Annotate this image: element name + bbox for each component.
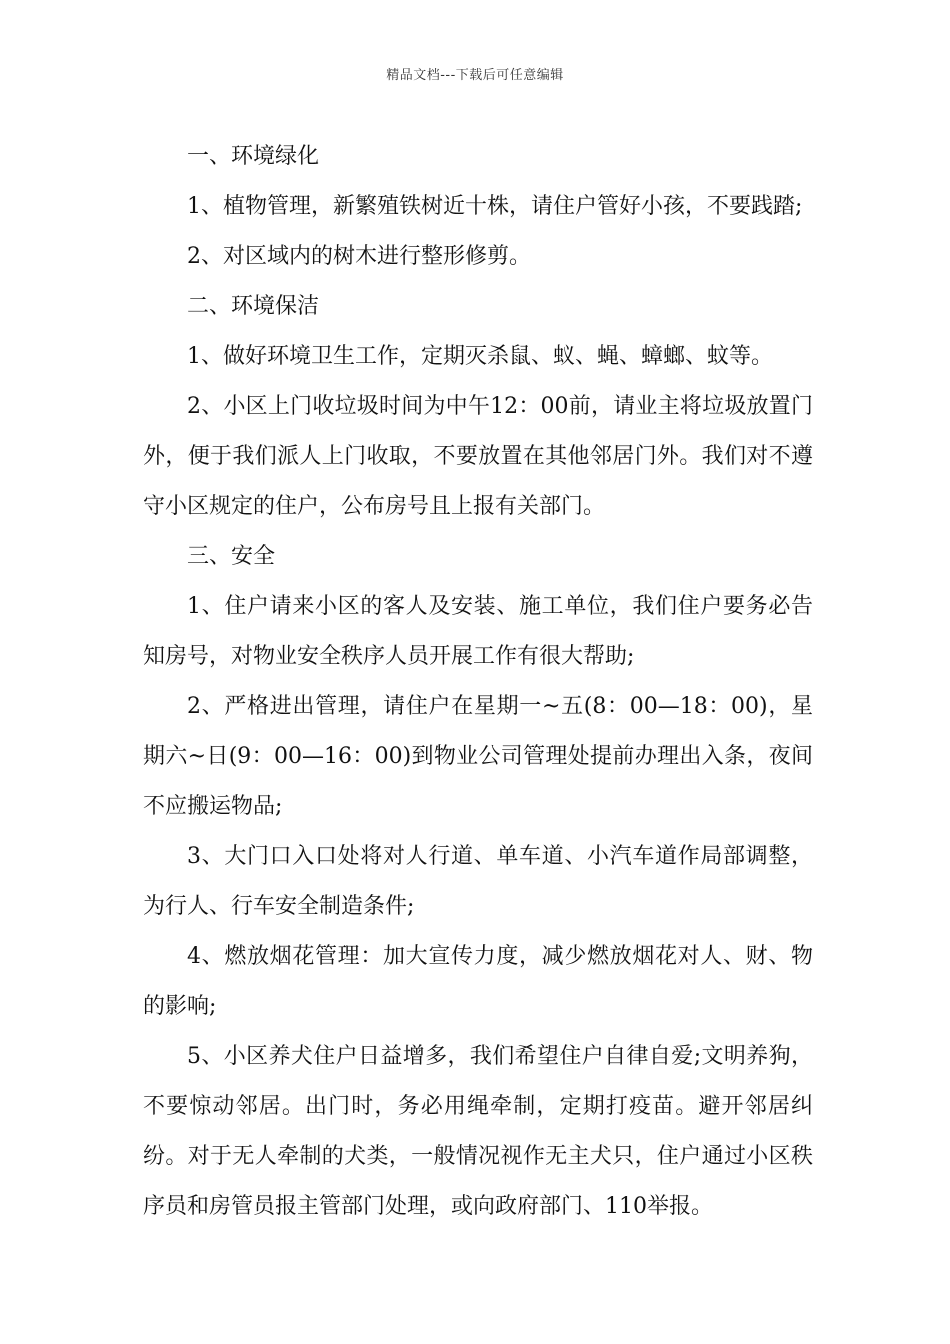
section-heading-safety: 三、安全 [187, 544, 276, 569]
section-heading-greening: 一、环境绿化 [187, 144, 320, 169]
paragraph: 1、植物管理，新繁殖铁树近十株，请住户管好小孩，不要践踏; [187, 194, 803, 219]
paragraph: 2、对区域内的树木进行整形修剪。 [187, 244, 531, 269]
paragraph: 1、做好环境卫生工作，定期灭杀鼠、蚁、蝇、蟑螂、蚊等。 [187, 344, 773, 369]
paragraph: 2、小区上门收垃圾时间为中午12：00前，请业主将垃圾放置门外，便于我们派人上门收取，不要放置在其他邻居门外。我们对不遵守小区规定的住户，公布房号且上报有关部门。 [143, 394, 813, 519]
paragraph: 3、大门口入口处将对人行道、单车道、小汽车道作局部调整，为行人、行车安全制造条件; [143, 844, 813, 919]
paragraph: 2、严格进出管理，请住户在星期一~五(8：00—18：00)，星期六~日(9：00—16：00)到物业公司管理处提前办理出入条，夜间不应搬运物品; [143, 694, 813, 819]
document-body [143, 132, 813, 1232]
page-header: 精品文档---下载后可任意编辑 [386, 68, 564, 83]
paragraph: 5、小区养犬住户日益增多，我们希望住户自律自爱;文明养狗，不要惊动邻居。出门时，务必用绳牵制，定期打疫苗。避开邻居纠纷。对于无人牵制的犬类，一般情况视作无主犬只，住户通过小区秩序员和房管员报主管部门处理，或向政府部门、110举报。 [143, 1044, 813, 1219]
paragraph: 4、燃放烟花管理：加大宣传力度，减少燃放烟花对人、财、物的影响; [143, 944, 813, 1019]
paragraph: 1、住户请来小区的客人及安装、施工单位，我们住户要务必告知房号，对物业安全秩序人员开展工作有很大帮助; [143, 594, 813, 669]
section-heading-cleaning: 二、环境保洁 [187, 294, 320, 319]
